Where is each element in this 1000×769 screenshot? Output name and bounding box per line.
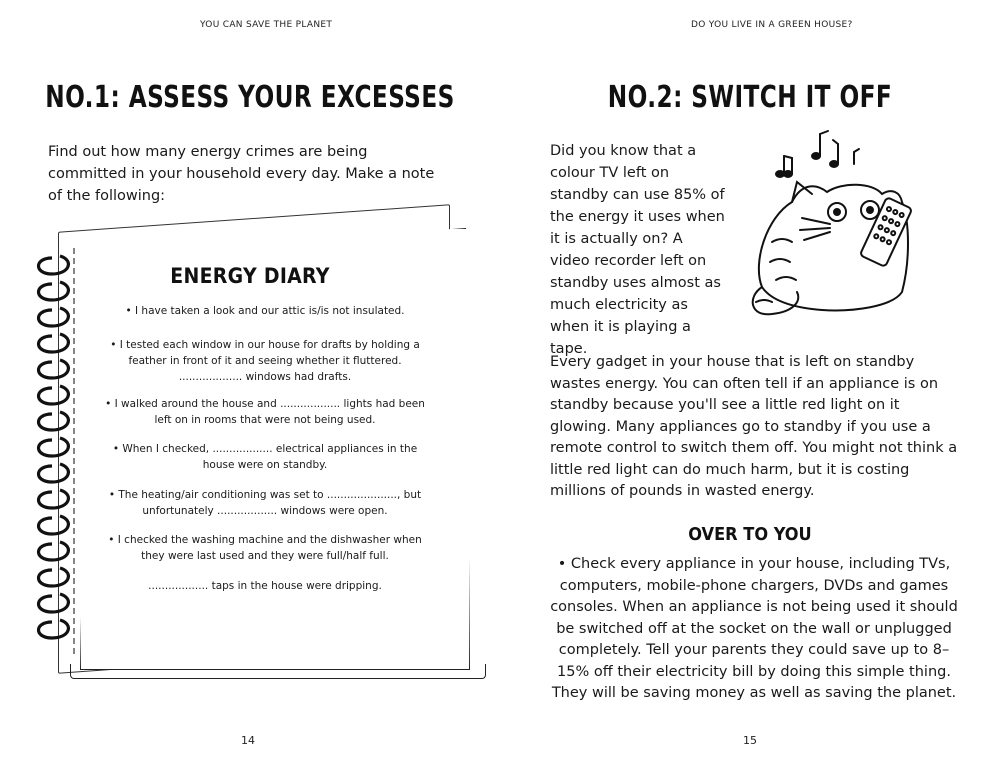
right-page xyxy=(500,0,1000,769)
diary-item: • I checked the washing machine and the dishwasher when they were last used and they were full/half full. xyxy=(108,534,422,562)
standby-body-text: Every gadget in your house that is left on standby wastes energy. You can often tell if an appliance is on standby because you'll see a little red light on it glowing. Many appliances go to standby if you use a remote control to switch them off. You might not think a little red light can do much harm, but it is costing millions of pounds in wasted energy. xyxy=(550,354,958,499)
page-number-left: 14 xyxy=(241,734,255,747)
diary-item: • I walked around the house and .................. lights had been left on in rooms that were not being used. xyxy=(105,398,425,426)
standby-fact-text: Did you know that a colour TV left on standby can use 85% of the energy it uses when it is actually on? A video recorder left on standby uses almost as much electricity as when it is playing a tape. xyxy=(550,143,725,357)
diary-item: • The heating/air conditioning was set to ....................., but unfortunately .................. windows were open. xyxy=(108,489,422,517)
notebook-bottom-edge xyxy=(70,664,486,679)
page-number-right: 15 xyxy=(743,734,757,747)
page-title-left: NO.1: ASSESS YOUR EXCESSES xyxy=(45,80,455,115)
over-to-you-bullet: • Check every appliance in your house, including TVs, computers, mobile-phone chargers, DVDs and games consoles. When an appliance is not being used it should be switched off at the socket on the wall or unplugged completely. Tell your parents they could save up to 8–15% off their electricity bill by doing this simple thing. They will be saving money as well as saving the planet. xyxy=(550,556,958,701)
diary-title: ENERGY DIARY xyxy=(170,264,330,288)
page-title-right: NO.2: SWITCH IT OFF xyxy=(607,80,893,115)
diary-item: .................. taps in the house were dripping. xyxy=(148,580,382,592)
intro-text: Find out how many energy crimes are being committed in your household every day. Make a note of the following: xyxy=(48,144,435,204)
spiral-binding-icon xyxy=(30,238,100,668)
diary-item: • I have taken a look and our attic is/is not insulated. xyxy=(125,305,405,317)
diary-item: • I tested each window in our house for drafts by holding a feather in front of it and seeing whether it fluttered. ................... windows had drafts. xyxy=(110,339,420,383)
running-head-left: YOU CAN SAVE THE PLANET xyxy=(200,20,333,30)
running-head-right: DO YOU LIVE IN A GREEN HOUSE? xyxy=(691,20,853,30)
diary-item: • When I checked, .................. electrical appliances in the house were on standby. xyxy=(112,443,418,471)
over-to-you-heading: OVER TO YOU xyxy=(688,524,812,545)
cat-with-remote-icon xyxy=(742,122,942,332)
